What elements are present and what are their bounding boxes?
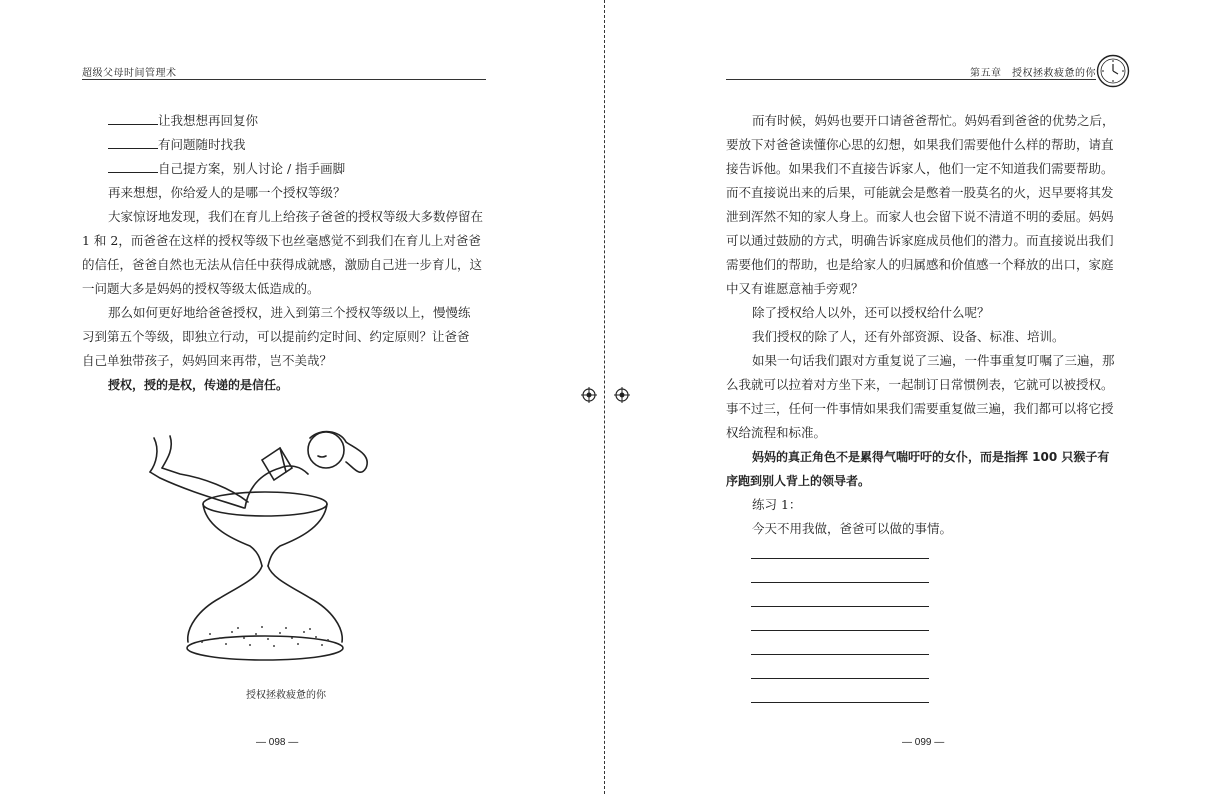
woman-reading-in-hourglass-illustration — [140, 428, 390, 668]
header-rule — [726, 79, 1096, 80]
answer-line — [751, 582, 929, 583]
paragraph-line: 习到第五个等级，即独立行动，可以提前约定时间、约定原则？让爸爸 — [82, 329, 470, 344]
paragraph-line: 中又有谁愿意袖手旁观？ — [726, 281, 864, 296]
paragraph-line: 接告诉他。如果我们不直接告诉家人，他们一定不知道我们需要帮助。 — [726, 161, 1114, 176]
left-page — [0, 0, 604, 794]
page-spine-dashed-line — [604, 0, 605, 794]
right-page — [606, 0, 1210, 794]
exercise-label: 练习 1： — [752, 497, 802, 512]
paragraph-line: 权给流程和标准。 — [726, 425, 827, 440]
fill-blank — [108, 112, 158, 125]
page-number: — 099 — — [902, 737, 945, 748]
paragraph-line: 要放下对爸爸读懂你心思的幻想，如果我们需要他什么样的帮助，请直 — [726, 137, 1114, 152]
answer-line — [751, 606, 929, 607]
paragraph-line: 再来想想，你给爱人的是哪一个授权等级？ — [108, 185, 346, 200]
exercise-prompt: 今天不用我做，爸爸可以做的事情。 — [752, 521, 953, 536]
paragraph-line: 我们授权的除了人，还有外部资源、设备、标准、培训。 — [752, 329, 1065, 344]
paragraph-line: 1 和 2，而爸爸在这样的授权等级下也丝毫感觉不到我们在育儿上对爸爸 — [82, 233, 481, 248]
paragraph-line: 需要他们的帮助，也是给家人的归属感和价值感一个释放的出口，家庭 — [726, 257, 1114, 272]
illustration-caption: 授权拯救疲惫的你 — [246, 690, 326, 701]
clock-icon — [1096, 54, 1130, 88]
answer-line — [751, 630, 929, 631]
paragraph-line: 而不直接说出来的后果，可能就会是憋着一股莫名的火，迟早要将其发 — [726, 185, 1114, 200]
paragraph-line: 大家惊讶地发现，我们在育儿上给孩子爸爸的授权等级大多数停留在 — [108, 209, 484, 224]
answer-line — [751, 558, 929, 559]
answer-line — [751, 654, 929, 655]
answer-line — [751, 702, 929, 703]
running-head-chapter-title: 第五章 授权拯救疲惫的你 — [970, 68, 1096, 79]
paragraph-line: 泄到浑然不知的家人身上。而家人也会留下说不清道不明的委屈。妈妈 — [726, 209, 1114, 224]
paragraph-line: 的信任，爸爸自然也无法从信任中获得成就感，激励自己进一步育儿，这 — [82, 257, 483, 272]
paragraph-line: 可以通过鼓励的方式，明确告诉家庭成员他们的潜力。而直接说出我们 — [726, 233, 1114, 248]
page-number: — 098 — — [256, 737, 299, 748]
paragraph-line: 一问题大多是妈妈的授权等级太低造成的。 — [82, 281, 320, 296]
fill-blank — [108, 136, 158, 149]
emphasis-line: 序跑到别人背上的领导者。 — [726, 474, 871, 488]
running-head-book-title: 超级父母时间管理术 — [82, 68, 177, 79]
paragraph-line: 自己单独带孩子，妈妈回来再带，岂不美哉？ — [82, 353, 333, 368]
fill-blank — [108, 160, 158, 173]
option-line: 有问题随时找我 — [108, 135, 246, 155]
crosshair-icon — [614, 387, 630, 403]
emphasis-line: 授权，授的是权，传递的是信任。 — [108, 378, 289, 392]
option-line: 自己提方案，别人讨论 / 指手画脚 — [108, 159, 345, 179]
paragraph-line: 如果一句话我们跟对方重复说了三遍，一件事重复叮嘱了三遍，那 — [752, 353, 1115, 368]
paragraph-line: 除了授权给人以外，还可以授权给什么呢？ — [752, 305, 990, 320]
crosshair-icon — [581, 387, 597, 403]
answer-line — [751, 678, 929, 679]
option-line: 让我想想再回复你 — [108, 111, 258, 131]
paragraph-line: 事不过三，任何一件事情如果我们需要重复做三遍，我们都可以将它授 — [726, 401, 1114, 416]
paragraph-line: 那么如何更好地给爸爸授权，进入到第三个授权等级以上，慢慢练 — [108, 305, 471, 320]
emphasis-line: 妈妈的真正角色不是累得气喘吁吁的女仆，而是指挥 100 只猴子有 — [752, 450, 1110, 464]
paragraph-line: 而有时候，妈妈也要开口请爸爸帮忙。妈妈看到爸爸的优势之后， — [752, 113, 1115, 128]
paragraph-line: 么我就可以拉着对方坐下来，一起制订日常惯例表，它就可以被授权。 — [726, 377, 1114, 392]
header-rule — [82, 79, 486, 80]
